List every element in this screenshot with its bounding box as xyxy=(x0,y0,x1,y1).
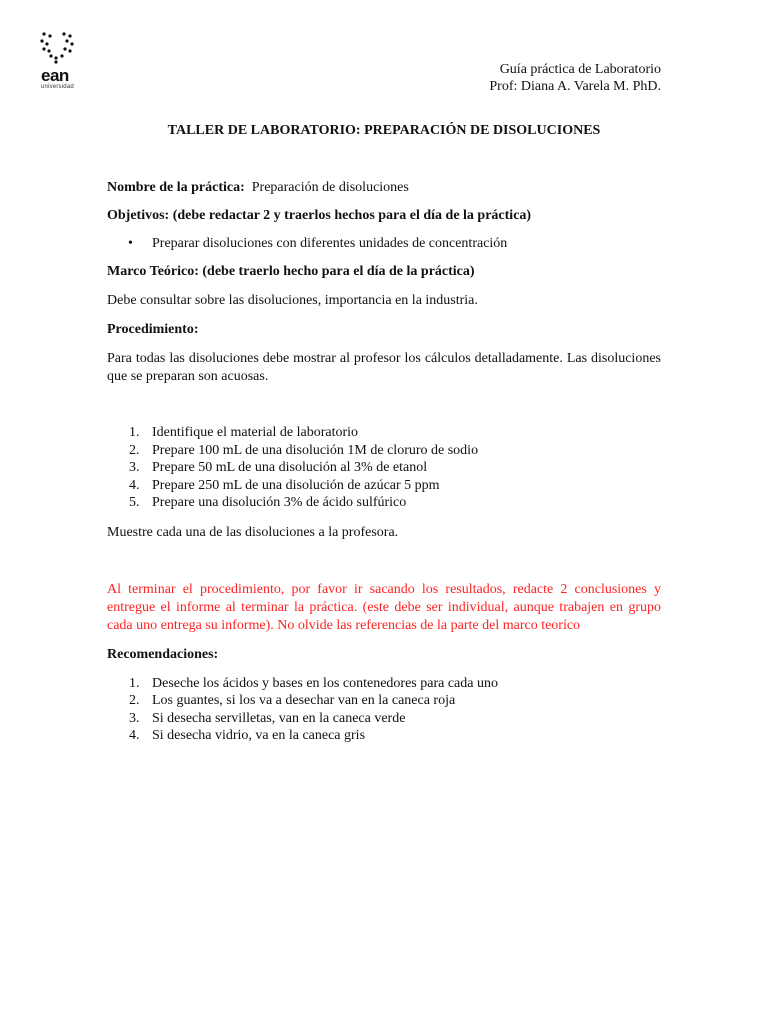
procedure-heading: Procedimiento: xyxy=(107,322,199,337)
list-item: 5. Prepare una disolución 3% de ácido sulfúrico xyxy=(129,495,407,510)
procedure-intro: Para todas las disoluciones debe mostrar al profesor los cálculos detalladamente. Las disoluciones que se preparan son acuosas. xyxy=(107,351,661,384)
theory-text: Debe consultar sobre las disoluciones, importancia en la industria. xyxy=(107,293,478,308)
practice-name-label: Nombre de la práctica: xyxy=(107,180,245,195)
submission-note: Al terminar el procedimiento, por favor ir sacando los resultados, redacte 2 conclusiones y entregue el informe al terminar la práctica. (este debe ser individual, aunque trabajen en grupo cada uno entrega su informe). No olvide las referencias de la parte del marco teoríco xyxy=(107,581,661,633)
procedure-closing: Muestre cada una de las disoluciones a la profesora. xyxy=(107,524,399,540)
step-text: Prepare 50 mL de una disolución al 3% de etanol xyxy=(152,460,428,475)
objectives-list xyxy=(107,235,661,253)
objectives-heading: Objetivos: (debe redactar 2 y traerlos hechos para el día de la práctica) xyxy=(107,208,532,223)
logo-subtitle: universidad xyxy=(41,84,74,90)
recommendation-text: Los guantes, si los va a desechar van en la caneca roja xyxy=(152,693,456,708)
list-item: 3. Prepare 50 mL de una disolución al 3% de etanol xyxy=(129,460,428,475)
recommendation-text: Si desecha servilletas, van en la caneca verde xyxy=(152,710,406,726)
recommendations-heading: Recomendaciones: xyxy=(107,646,219,662)
practice-name-value: Preparación de disoluciones xyxy=(251,180,409,195)
step-text: Prepare 250 mL de una disolución de azúcar 5 ppm xyxy=(152,477,440,493)
step-text: Prepare 100 mL de una disolución 1M de cloruro de sodio xyxy=(152,442,479,458)
recommendation-text: Deseche los ácidos y bases en los contenedores para cada uno xyxy=(152,675,498,691)
step-text: Identifique el material de laboratorio xyxy=(152,425,359,440)
step-text: Prepare una disolución 3% de ácido sulfúrico xyxy=(152,495,407,510)
recommendations-list xyxy=(107,675,661,745)
list-item: 1. Identifique el material de laboratorio xyxy=(129,425,359,440)
list-item: 1. Deseche los ácidos y bases en los contenedores para cada uno xyxy=(129,675,498,691)
document-header xyxy=(489,61,661,95)
page-title: TALLER DE LABORATORIO: PREPARACIÓN DE DISOLUCIONES xyxy=(167,123,601,138)
header-guide-title: Guía práctica de Laboratorio xyxy=(499,62,661,77)
ean-logo xyxy=(34,30,90,94)
list-item xyxy=(107,235,661,253)
procedure-steps xyxy=(107,424,661,512)
list-item: 2. Prepare 100 mL de una disolución 1M de cloruro de sodio xyxy=(129,442,479,458)
list-item: 4. Prepare 250 mL de una disolución de azúcar 5 ppm xyxy=(129,477,440,493)
practice-name-line xyxy=(107,179,661,197)
ean-dots-icon xyxy=(34,30,78,66)
list-item: 4. Si desecha vidrio, va en la caneca gris xyxy=(129,728,366,743)
header-professor: Prof: Diana A. Varela M. PhD. xyxy=(489,79,661,94)
list-item: 3. Si desecha servilletas, van en la caneca verde xyxy=(129,710,406,726)
theory-heading: Marco Teórico: (debe traerlo hecho para el día de la práctica) xyxy=(107,264,475,279)
document-body xyxy=(107,179,661,745)
recommendation-text: Si desecha vidrio, va en la caneca gris xyxy=(152,728,366,743)
list-item: 2. Los guantes, si los va a desechar van en la caneca roja xyxy=(129,693,456,708)
objective-text: Preparar disoluciones con diferentes unidades de concentración xyxy=(152,236,508,251)
bullet-icon: • xyxy=(128,236,133,251)
logo-word: ean xyxy=(41,66,69,85)
